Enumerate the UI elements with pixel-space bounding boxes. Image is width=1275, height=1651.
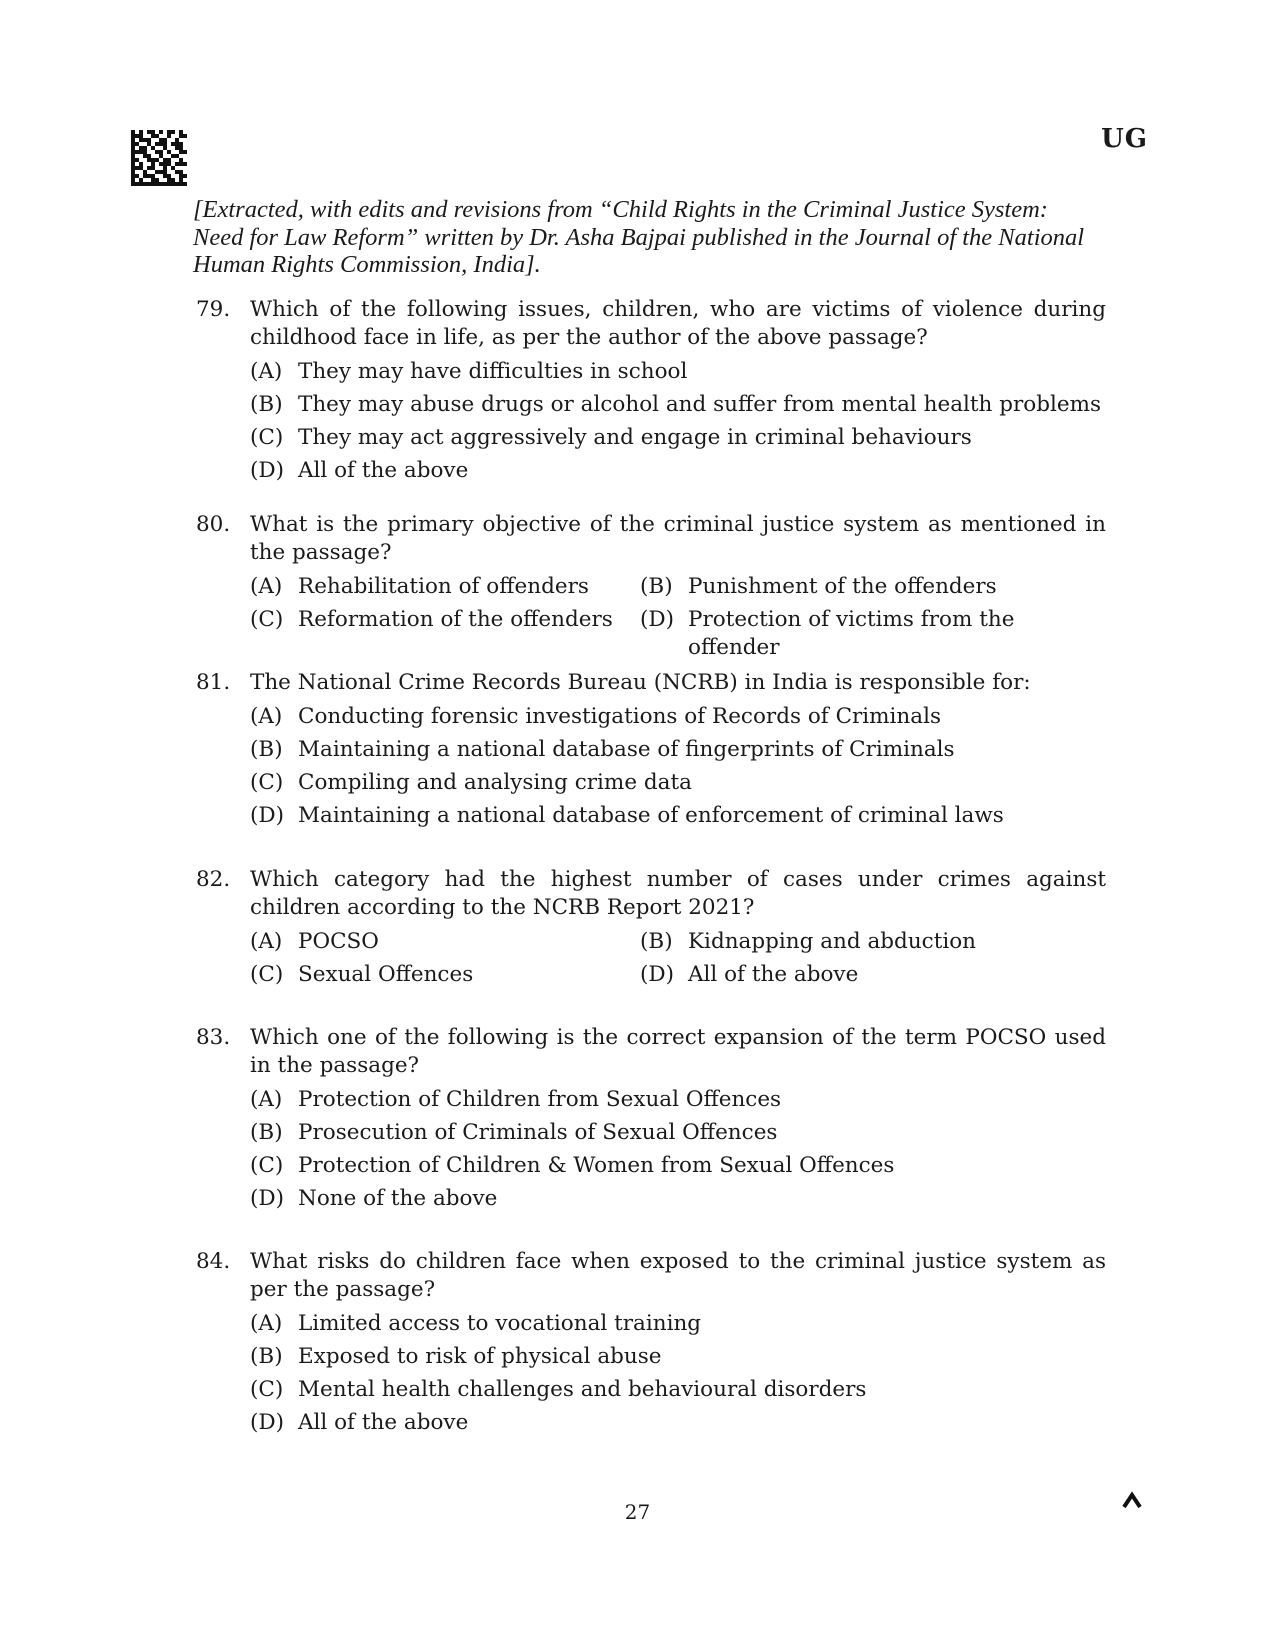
options-list — [250, 703, 1106, 830]
question-number: 80. — [196, 512, 231, 537]
option-d: (D) Protection of victims from the offender — [640, 607, 1015, 660]
option-b: (B) Kidnapping and abduction — [640, 929, 977, 954]
page-number: 27 — [624, 1500, 651, 1524]
option-d: (D) All of the above — [640, 962, 859, 987]
question-82 — [196, 866, 1106, 994]
option-a: (A) Rehabilitation of offenders — [250, 574, 589, 599]
question-text: Which one of the following is the correct expansion of the term POCSO used in the passage? — [250, 1025, 1106, 1078]
option-d: (D) All of the above — [250, 1410, 469, 1435]
options-list — [250, 1310, 1106, 1437]
option-b: (B) Exposed to risk of physical abuse — [250, 1344, 662, 1369]
question-number: 79. — [196, 297, 231, 322]
question-80 — [196, 511, 1106, 667]
option-c: (C) Reformation of the offenders — [250, 607, 613, 632]
option-c: (C) Protection of Children & Women from Sexual Offences — [250, 1153, 895, 1178]
option-b: (B) Prosecution of Criminals of Sexual Offences — [250, 1120, 778, 1145]
question-number: 83. — [196, 1025, 231, 1050]
option-a: (A) Conducting forensic investigations of Records of Criminals — [250, 704, 942, 729]
question-number: 81. — [196, 670, 231, 695]
paper-code: UG — [1101, 124, 1148, 154]
question-79 — [196, 296, 1106, 490]
option-c: (C) They may act aggressively and engage in criminal behaviours — [250, 425, 972, 450]
question-81 — [196, 669, 1106, 835]
question-text: What is the primary objective of the criminal justice system as mentioned in the passage? — [250, 512, 1106, 565]
question-84 — [196, 1248, 1106, 1442]
question-83 — [196, 1024, 1106, 1218]
options-list — [250, 358, 1106, 485]
question-number: 82. — [196, 867, 231, 892]
option-a: (A) Limited access to vocational training — [250, 1311, 702, 1336]
option-b: (B) They may abuse drugs or alcohol and suffer from mental health problems — [250, 392, 1101, 417]
option-d: (D) Maintaining a national database of enforcement of criminal laws — [250, 803, 1004, 828]
question-text: Which of the following issues, children, who are victims of violence during childhood face in life, as per the author of the above passage? — [250, 297, 1106, 350]
question-text: The National Crime Records Bureau (NCRB) in India is responsible for: — [250, 670, 1031, 695]
question-text: What risks do children face when exposed to the criminal justice system as per the passage? — [250, 1249, 1106, 1302]
option-b: (B) Punishment of the offenders — [640, 574, 997, 599]
option-a: (A) Protection of Children from Sexual Offences — [250, 1087, 782, 1112]
option-b: (B) Maintaining a national database of fingerprints of Criminals — [250, 737, 955, 762]
question-text: Which category had the highest number of cases under crimes against children according to the NCRB Report 2021? — [250, 867, 1106, 920]
datamatrix-barcode-icon — [131, 130, 187, 186]
options-grid — [250, 928, 1106, 994]
option-a: (A) POCSO — [250, 929, 379, 954]
option-d: (D) All of the above — [250, 458, 469, 483]
option-c: (C) Compiling and analysing crime data — [250, 770, 692, 795]
option-a: (A) They may have difficulties in school — [250, 359, 688, 384]
option-c: (C) Sexual Offences — [250, 962, 474, 987]
options-list — [250, 1086, 1106, 1213]
option-c: (C) Mental health challenges and behavioural disorders — [250, 1377, 867, 1402]
passage-citation: [Extracted, with edits and revisions from “Child Rights in the Criminal Justice System: Need for Law Reform” written by Dr. Asha Bajpai published in the Journal of the National Human Rights Commission, India]. — [193, 196, 1085, 278]
options-grid — [250, 573, 1106, 667]
option-d: (D) None of the above — [250, 1186, 498, 1211]
question-number: 84. — [196, 1249, 231, 1274]
up-caret-icon — [1121, 1490, 1143, 1512]
